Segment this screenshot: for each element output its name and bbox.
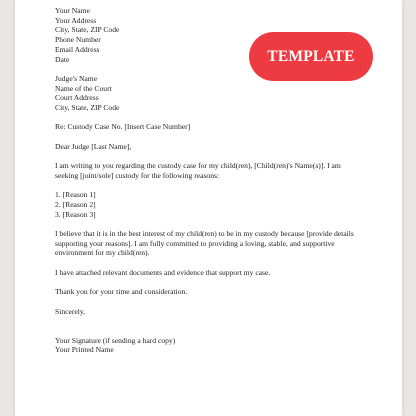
spacer xyxy=(55,132,395,142)
spacer xyxy=(55,258,395,268)
attachments-paragraph: I have attached relevant documents and evidence that support my case. xyxy=(55,267,271,277)
spacer xyxy=(55,326,395,336)
signature-block xyxy=(55,336,395,355)
belief-line: environment for my child(ren). xyxy=(55,248,150,258)
sender-address: Your Address xyxy=(55,15,97,25)
belief-paragraph xyxy=(55,229,395,258)
sender-email: Email Address xyxy=(55,44,100,54)
reason-item: 1. [Reason 1] xyxy=(55,190,96,200)
letter-date: Date xyxy=(55,54,70,64)
spacer xyxy=(55,152,395,162)
spacer xyxy=(55,297,395,307)
court-name: Name of the Court xyxy=(55,83,112,93)
subject-line: Re: Custody Case No. [Insert Case Number] xyxy=(55,122,191,132)
signature-line: Your Signature (if sending a hard copy) xyxy=(55,335,176,345)
letter-page xyxy=(15,0,402,416)
sender-city-state-zip: City, State, ZIP Code xyxy=(55,25,120,35)
sender-phone: Phone Number xyxy=(55,35,101,45)
spacer xyxy=(55,316,395,326)
spacer xyxy=(55,113,395,123)
reason-item: 2. [Reason 2] xyxy=(55,199,96,209)
sender-name: Your Name xyxy=(55,6,90,15)
judge-name: Judge's Name xyxy=(55,73,98,83)
reasons-list xyxy=(55,190,395,219)
spacer xyxy=(55,181,395,191)
court-city-state-zip: City, State, ZIP Code xyxy=(55,103,120,113)
salutation: Dear Judge [Last Name], xyxy=(55,141,132,151)
template-badge: TEMPLATE xyxy=(249,32,373,81)
thanks-paragraph: Thank you for your time and consideration. xyxy=(55,287,188,297)
reason-item: 3. [Reason 3] xyxy=(55,209,96,219)
printed-name: Your Printed Name xyxy=(55,345,114,355)
spacer xyxy=(55,219,395,229)
belief-line: supporting your reasons]. I am fully committed to providing a loving, stable, and supportive xyxy=(55,238,335,248)
belief-line: I believe that it is in the best interest of my child(ren) to be in my custody because [provide details xyxy=(55,229,354,239)
spacer xyxy=(55,278,395,288)
court-address: Court Address xyxy=(55,93,99,103)
intro-line: I am writing to you regarding the custody case for my child(ren), [Child(ren)'s Name(s)]. I am xyxy=(55,161,341,171)
intro-line: seeking [joint/sole] custody for the following reasons: xyxy=(55,170,220,180)
closing: Sincerely, xyxy=(55,306,86,316)
intro-paragraph xyxy=(55,161,395,180)
